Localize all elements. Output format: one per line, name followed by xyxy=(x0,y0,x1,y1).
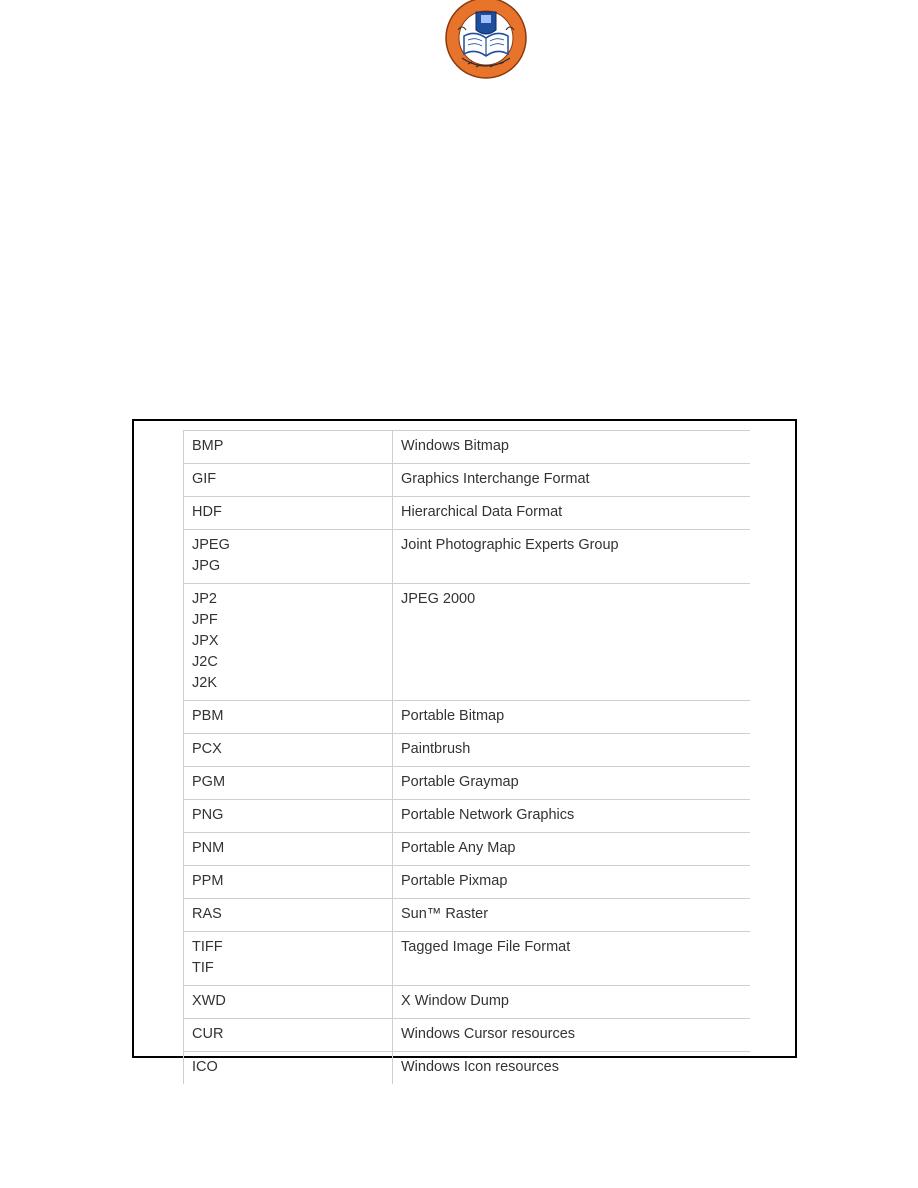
image-formats-figure xyxy=(132,419,797,1075)
extension-cell xyxy=(184,431,393,464)
university-seal-icon xyxy=(444,0,528,80)
table-row xyxy=(184,986,751,1019)
file-extension: XWD xyxy=(192,993,226,1009)
file-extension: PNG xyxy=(192,807,224,823)
format-description: Sun™ Raster xyxy=(393,899,751,932)
file-extension: J2K xyxy=(192,675,217,691)
format-description: Portable Any Map xyxy=(393,833,751,866)
extension-cell xyxy=(184,464,393,497)
format-description: Tagged Image File Format xyxy=(393,932,751,986)
table-row xyxy=(184,431,751,464)
file-extension: BMP xyxy=(192,438,224,454)
format-description: Windows Icon resources xyxy=(393,1052,751,1085)
extension-cell xyxy=(184,866,393,899)
file-extension: HDF xyxy=(192,504,222,520)
file-extension: PPM xyxy=(192,873,224,889)
extension-cell xyxy=(184,497,393,530)
table-row xyxy=(184,584,751,701)
format-description: Windows Bitmap xyxy=(393,431,751,464)
file-extension: TIF xyxy=(192,960,214,976)
table-row xyxy=(184,701,751,734)
table-row xyxy=(184,899,751,932)
file-extension: RAS xyxy=(192,906,222,922)
file-extension: GIF xyxy=(192,471,217,487)
table-row xyxy=(184,464,751,497)
file-extension: PCX xyxy=(192,741,222,757)
image-formats-table xyxy=(183,430,750,1084)
format-description: Hierarchical Data Format xyxy=(393,497,751,530)
file-extension: CUR xyxy=(192,1026,224,1042)
university-logo xyxy=(444,0,528,80)
format-description: Joint Photographic Experts Group xyxy=(393,530,751,584)
table-row xyxy=(184,932,751,986)
format-description: X Window Dump xyxy=(393,986,751,1019)
file-extension: JPEG xyxy=(192,537,230,553)
format-description: Portable Bitmap xyxy=(393,701,751,734)
extension-cell xyxy=(184,734,393,767)
extension-cell xyxy=(184,584,393,701)
extension-cell xyxy=(184,767,393,800)
extension-cell xyxy=(184,530,393,584)
file-extension: ICO xyxy=(192,1059,218,1075)
file-extension: JPG xyxy=(192,558,221,574)
file-extension: PGM xyxy=(192,774,226,790)
format-description: Portable Network Graphics xyxy=(393,800,751,833)
extension-cell xyxy=(184,932,393,986)
extension-cell xyxy=(184,1019,393,1052)
file-extension: JPF xyxy=(192,612,218,628)
extension-cell xyxy=(184,986,393,1019)
table-row xyxy=(184,833,751,866)
extension-cell xyxy=(184,899,393,932)
table-row xyxy=(184,866,751,899)
extension-cell xyxy=(184,701,393,734)
table-row xyxy=(184,497,751,530)
extension-cell xyxy=(184,833,393,866)
format-description: Portable Graymap xyxy=(393,767,751,800)
table-row xyxy=(184,1052,751,1085)
format-description: Portable Pixmap xyxy=(393,866,751,899)
file-extension: PNM xyxy=(192,840,225,856)
file-extension: J2C xyxy=(192,654,218,670)
table-row xyxy=(184,1019,751,1052)
file-extension: PBM xyxy=(192,708,224,724)
table-row xyxy=(184,530,751,584)
file-extension: JP2 xyxy=(192,591,217,607)
file-extension: TIFF xyxy=(192,939,223,955)
extension-cell xyxy=(184,800,393,833)
format-description: Windows Cursor resources xyxy=(393,1019,751,1052)
format-description: JPEG 2000 xyxy=(393,584,751,701)
table-row xyxy=(184,800,751,833)
format-description: Graphics Interchange Format xyxy=(393,464,751,497)
extension-cell xyxy=(184,1052,393,1085)
file-extension: JPX xyxy=(192,633,219,649)
table-row xyxy=(184,734,751,767)
format-description: Paintbrush xyxy=(393,734,751,767)
table-row xyxy=(184,767,751,800)
